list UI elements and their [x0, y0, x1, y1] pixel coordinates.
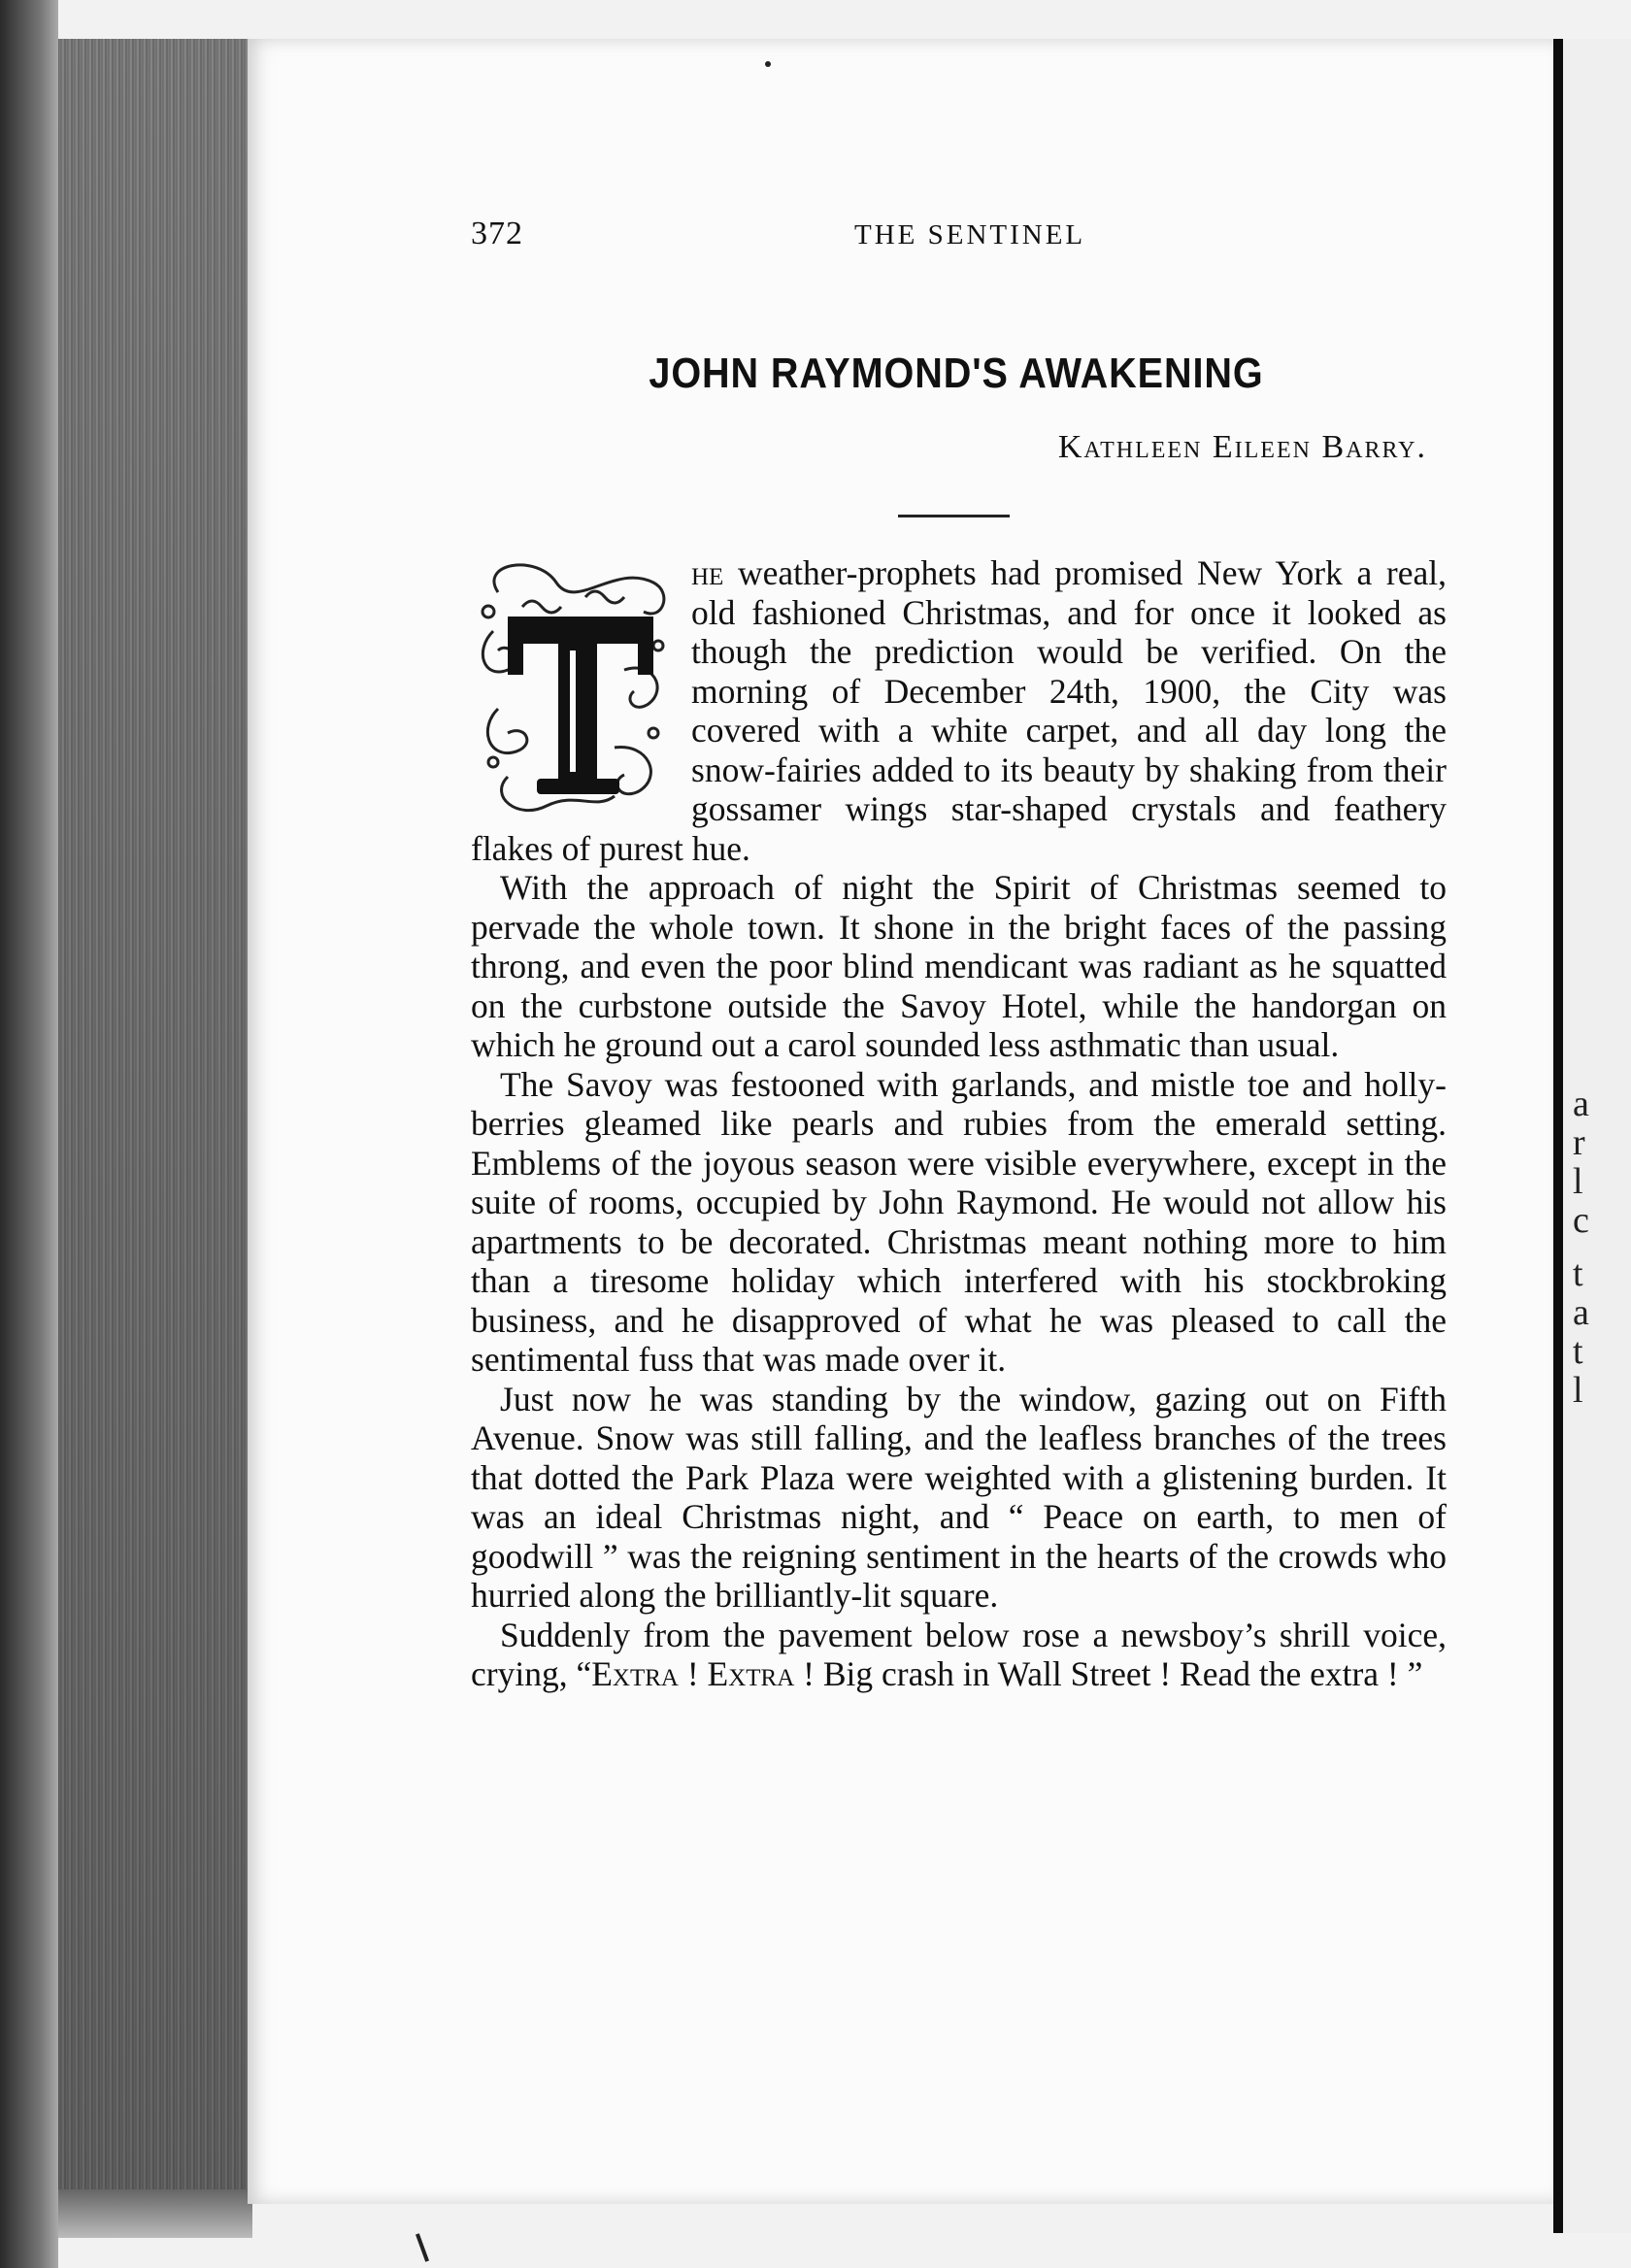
paragraph: Just now he was standing by the window, gazing out on Fifth Avenue. Snow was still falling, and the leafless branches of the trees that dotted the Park Plaza were weighted with a glistening burden. It was an ideal Christmas night, and “ Peace on earth, to men of goodwill ” was the reigning sentiment in the hearts of the crowds who hurried along the brilliantly-lit square. [471, 1379, 1447, 1615]
paragraph [471, 1616, 1447, 1694]
book-binding-shadow [0, 0, 58, 2268]
first-word-tail: he [691, 553, 724, 592]
next-page-fragment: t [1573, 1331, 1583, 1372]
next-page-edge [1553, 39, 1631, 2233]
print-speck [765, 61, 771, 67]
paragraph-text: Suddenly from the pavement below rose a newsboy’s shrill voice, crying, “ [471, 1615, 1447, 1693]
next-page-fragment: a [1573, 1084, 1589, 1124]
next-page-fragment: a [1573, 1292, 1589, 1333]
page-edges-bottom [58, 2189, 252, 2238]
paragraph-text: ! [678, 1654, 708, 1693]
page-number: 372 [471, 216, 523, 251]
next-page-fragment: l [1573, 1161, 1583, 1202]
ornamental-drop-cap [469, 553, 678, 825]
next-page-fragment: r [1573, 1122, 1585, 1163]
paragraph-text: weather-prophets had promised New York a real, old fashioned Christmas, and for once it looked as though the prediction would be verified. On the morning of December 24th, 1900, the City was covered with a white carpet, and all day long the snow-fairies added to its beauty by shaking from their gossamer wings star-shaped crystals and feathery flakes of purest hue. [471, 553, 1447, 868]
journal-title: THE SENTINEL [854, 219, 1086, 250]
running-head [471, 216, 1442, 264]
paragraph: With the approach of night the Spirit of Christmas seemed to pervade the whole town. It shone in the bright faces of the passing throng, and even the poor blind mendicant was radiant as he squatted on the curbstone outside the Savoy Hotel, while the handorgan on which he ground out a carol sounded less asthmatic than usual. [471, 868, 1447, 1064]
print-speck [416, 2233, 429, 2262]
next-page-fragment: t [1573, 1253, 1583, 1294]
paragraph: The Savoy was festooned with garlands, and mistle toe and holly-berries gleamed like pearls and rubies from the emerald setting. Emblems of the joyous season were visible everywhere, except in the suite of rooms, occupied by John Raymond. He would not allow his apartments to be decorated. Christmas meant nothing more to him than a tiresome holiday which interfered with his stockbroking business, and he disapproved of what he was pleased to call the sentimental fuss that was made over it. [471, 1064, 1447, 1379]
paragraph [471, 553, 1447, 868]
title-divider [898, 515, 1010, 517]
article-title: JOHN RAYMOND'S AWAKENING [649, 350, 1264, 397]
article-author: Kathleen Eileen Barry. [1057, 429, 1427, 465]
extra-word: Extra [707, 1654, 795, 1693]
extra-word: Extra [591, 1654, 679, 1693]
article-body [471, 553, 1447, 1694]
next-page-fragment: l [1573, 1370, 1583, 1411]
paragraph-text: ! Big crash in Wall Street ! Read the extra ! ” [794, 1654, 1423, 1693]
page-edges [58, 39, 252, 2194]
next-page-fragment: c [1573, 1200, 1589, 1241]
